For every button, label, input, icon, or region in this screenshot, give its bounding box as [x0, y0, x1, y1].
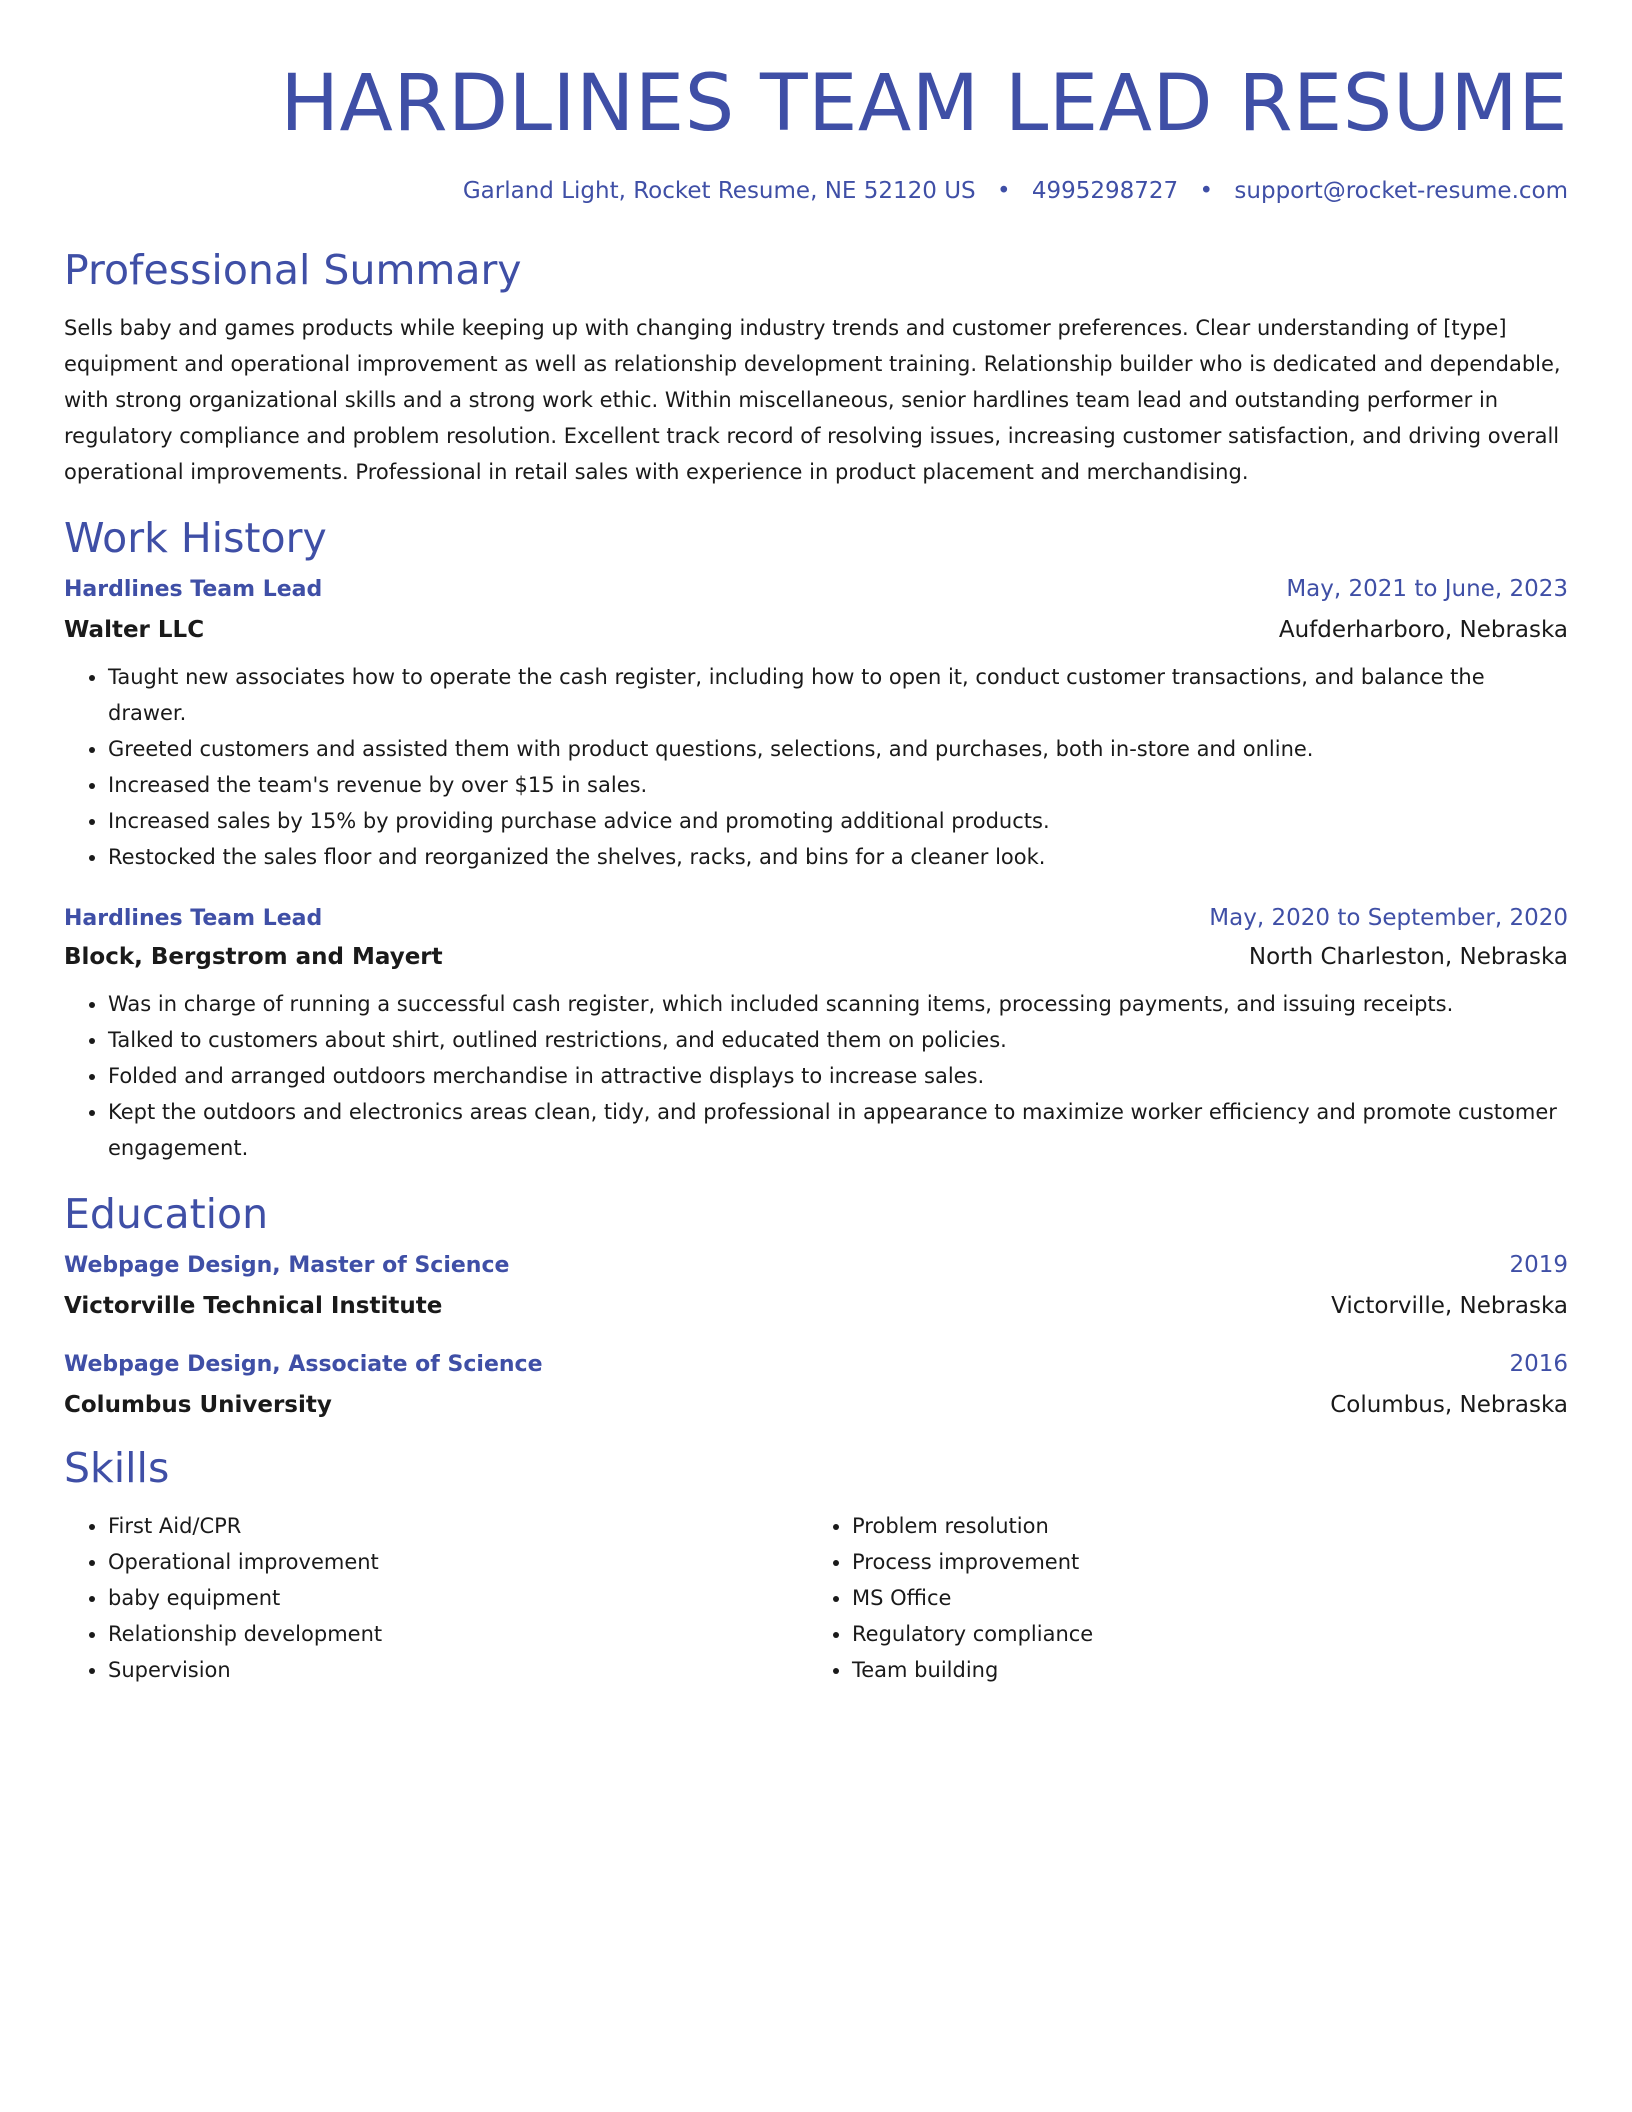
- job-company-row: [64, 615, 1568, 645]
- summary-section: [64, 244, 1568, 490]
- education-location: Victorville, Nebraska: [1331, 1293, 1568, 1319]
- skill-item: • Problem resolution: [852, 1508, 1552, 1544]
- summary-text: Sells baby and games products while keeping up with changing industry trends and customer preferences. Clear understanding of [type] equipment and operational improvement as well as relationship development training. Relationship builder who is dedicated and dependable, with strong organizational skills and a strong work ethic. Within miscellaneous, senior hardlines team lead and outstanding performer in regulatory compliance and problem resolution. Excellent track record of resolving issues, increasing customer satisfaction, and driving overall operational improvements. Professional in retail sales with experience in product placement and merchandising.: [64, 316, 1561, 484]
- job-entry: [64, 903, 1568, 1166]
- job-bullets: [64, 659, 1568, 875]
- skill-item: • Team building: [852, 1652, 1552, 1688]
- job-title-row: [64, 574, 1568, 605]
- skill-item: • Relationship development: [108, 1616, 808, 1652]
- skills-columns: [64, 1508, 1568, 1688]
- education-entry: [64, 1250, 1568, 1321]
- summary-heading: Professional Summary: [64, 246, 522, 294]
- job-title: Hardlines Team Lead: [64, 577, 323, 602]
- work-history-heading: Work History: [64, 514, 327, 562]
- contact-separator: •: [996, 178, 1011, 204]
- job-title: Hardlines Team Lead: [64, 906, 323, 931]
- skill-item: • Operational improvement: [108, 1544, 808, 1580]
- job-location: Aufderharboro, Nebraska: [1278, 617, 1568, 643]
- job-company: Walter LLC: [64, 617, 205, 643]
- skill-item: • Regulatory compliance: [852, 1616, 1552, 1652]
- job-bullet: • Taught new associates how to operate the cash register, including how to open it, conduct customer transactions, and balance the drawer.: [108, 659, 1568, 731]
- job-dates: May, 2021 to June, 2023: [1286, 576, 1568, 602]
- education-degree: Webpage Design, Master of Science: [64, 1253, 510, 1278]
- job-entry: [64, 574, 1568, 875]
- skills-list-left: [64, 1508, 808, 1688]
- job-bullet: • Folded and arranged outdoors merchandise in attractive displays to increase sales.: [108, 1058, 1568, 1094]
- education-year: 2016: [1509, 1351, 1568, 1377]
- education-entry: [64, 1349, 1568, 1420]
- job-dates: May, 2020 to September, 2020: [1209, 905, 1568, 931]
- education-degree-row: [64, 1349, 1568, 1380]
- skills-list-right: [808, 1508, 1552, 1688]
- job-bullet: • Greeted customers and assisted them with product questions, selections, and purchases, both in-store and online.: [108, 731, 1568, 767]
- job-bullet: • Was in charge of running a successful cash register, which included scanning items, processing payments, and issuing receipts.: [108, 986, 1568, 1022]
- education-year: 2019: [1509, 1252, 1568, 1278]
- skill-item: • MS Office: [852, 1580, 1552, 1616]
- skill-item: • Supervision: [108, 1652, 808, 1688]
- job-title-row: [64, 903, 1568, 934]
- education-heading: Education: [64, 1190, 269, 1238]
- skill-item: • baby equipment: [108, 1580, 808, 1616]
- education-degree: Webpage Design, Associate of Science: [64, 1352, 543, 1377]
- contact-separator: •: [1199, 178, 1214, 204]
- education-school: Victorville Technical Institute: [64, 1293, 443, 1319]
- job-bullet: • Talked to customers about shirt, outlined restrictions, and educated them on policies.: [108, 1022, 1568, 1058]
- education-degree-row: [64, 1250, 1568, 1281]
- job-bullets: [64, 986, 1568, 1166]
- job-company-row: [64, 942, 1568, 972]
- contact-phone: 4995298727: [1031, 178, 1179, 204]
- education-section: [64, 1188, 1568, 1420]
- job-location: North Charleston, Nebraska: [1248, 944, 1568, 970]
- education-location: Columbus, Nebraska: [1330, 1392, 1568, 1418]
- contact-line: [64, 176, 1568, 206]
- skills-section: [64, 1442, 1568, 1688]
- contact-address: Garland Light, Rocket Resume, NE 52120 US: [462, 178, 976, 204]
- job-company: Block, Bergstrom and Mayert: [64, 944, 443, 970]
- skill-item: • First Aid/CPR: [108, 1508, 808, 1544]
- resume-title: HARDLINES TEAM LEAD RESUME: [280, 59, 1568, 149]
- job-bullet: • Restocked the sales floor and reorganized the shelves, racks, and bins for a cleaner look.: [108, 839, 1568, 875]
- job-bullet: • Kept the outdoors and electronics areas clean, tidy, and professional in appearance to maximize worker efficiency and promote customer engagement.: [108, 1094, 1568, 1166]
- skill-item: • Process improvement: [852, 1544, 1552, 1580]
- education-school-row: [64, 1390, 1568, 1420]
- education-school-row: [64, 1291, 1568, 1321]
- contact-email: support@rocket-resume.com: [1234, 178, 1568, 204]
- resume-page: [64, 0, 1568, 1688]
- education-school: Columbus University: [64, 1392, 332, 1418]
- work-history-section: [64, 512, 1568, 1166]
- skills-heading: Skills: [64, 1444, 170, 1492]
- job-bullet: • Increased the team's revenue by over $15 in sales.: [108, 767, 1568, 803]
- job-bullet: • Increased sales by 15% by providing purchase advice and promoting additional products.: [108, 803, 1568, 839]
